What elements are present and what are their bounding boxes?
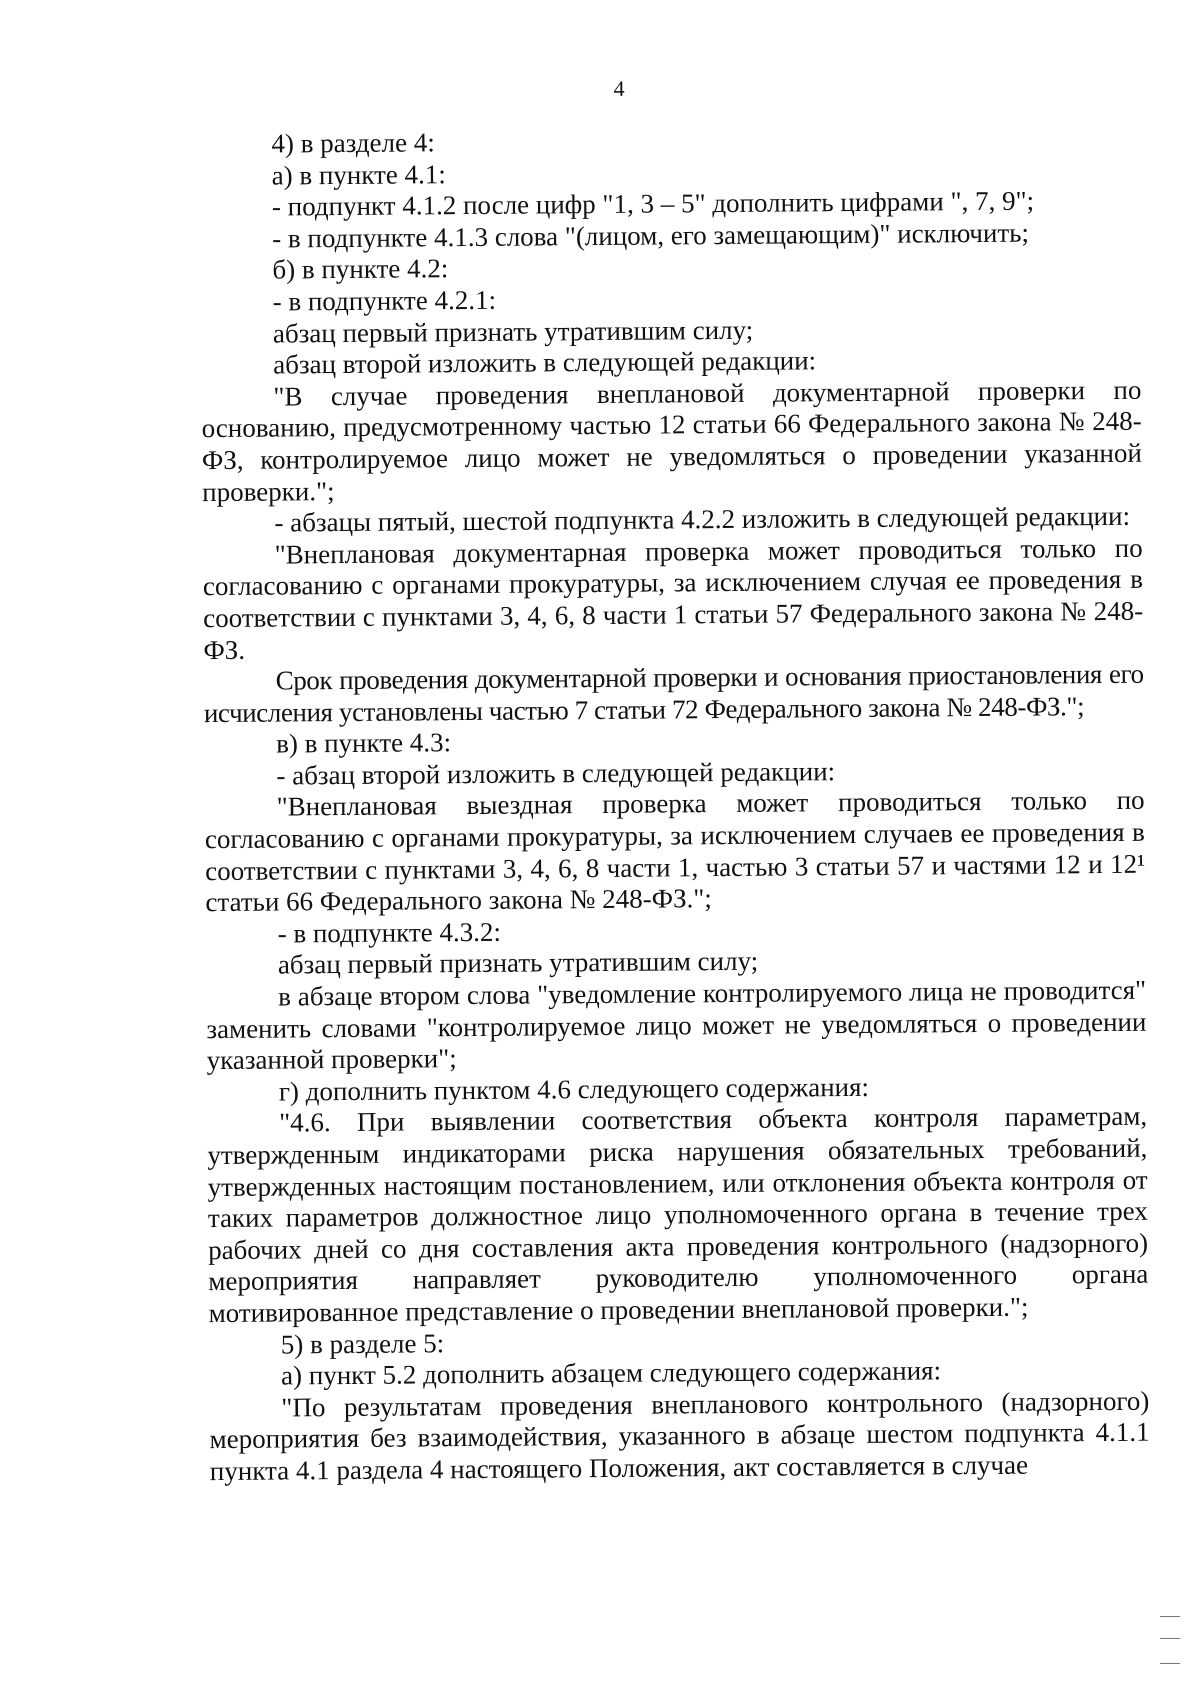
paragraph: в) в пункте 4.3: bbox=[276, 727, 452, 759]
paragraph: 4) в разделе 4: bbox=[271, 127, 435, 159]
scan-edge-mark bbox=[1160, 1638, 1180, 1639]
paragraph: "В случае проведения внеплановой документарной проверки по основанию, предусмотренному частью 12 статьи 66 Федерального закона № 248-ФЗ, контролируемое лицо может не уведомляться о проведении указанной проверки."; bbox=[201, 374, 1143, 507]
paragraph: - в подпункте 4.3.2: bbox=[277, 916, 502, 949]
page-number: 4 bbox=[613, 75, 625, 101]
document-body bbox=[199, 122, 1150, 1488]
paragraph: "Внеплановая документарная проверка может проводиться только по согласованию с органами прокуратуры, за исключением случая ее проведения в соответствии с пунктами 3, 4, 6, 8 части 1 статьи 57 Федерального закона № 248-ФЗ. bbox=[202, 532, 1144, 665]
paragraph: "Внеплановая выездная проверка может проводиться только по согласованию с органами прокуратуры, за исключением случаев ее проведения в соответствии с пунктами 3, 4, 6, 8 части 1, частью 3 статьи 57 и частями 12 и 12¹ статьи 66 Федерального закона № 248-ФЗ."; bbox=[204, 785, 1146, 918]
paragraph: абзац второй изложить в следующей редакции: bbox=[273, 345, 817, 380]
paragraph: - абзацы пятый, шестой подпункта 4.2.2 изложить в следующей редакции: bbox=[274, 500, 1131, 538]
paragraph: г) дополнить пунктом 4.6 следующего содержания: bbox=[278, 1071, 870, 1107]
paragraph: Срок проведения документарной проверки и основания приостановления его исчисления установлены частью 7 статьи 72 Федерального закона № 248-ФЗ."; bbox=[203, 658, 1144, 728]
paragraph: а) пункт 5.2 дополнить абзацем следующего содержания: bbox=[280, 1355, 942, 1391]
paragraph: абзац первый признать утратившим силу; bbox=[277, 946, 759, 980]
paragraph: в абзаце втором слова "уведомление контролируемого лица не проводится" заменить словами "контролируемое лицо может не уведомляться о проведении указанной проверки"; bbox=[206, 974, 1147, 1076]
paragraph: "4.6. При выявлении соответствия объекта контроля параметрам, утвержденным индикаторами риска нарушения обязательных требований, утвержденных настоящим постановлением, или отклонения объекта контроля от таких параметров должностное лицо уполномоченного органа в течение трех рабочих дней со дня составления акта проведения контрольного (надзорного) мероприятия направляет руководителю уполномоченного органа мотивированное представление о проведении внеплановой проверки."; bbox=[207, 1101, 1149, 1329]
paragraph: - в подпункте 4.1.3 слова "(лицом, его замещающим)" исключить; bbox=[272, 217, 1030, 254]
scan-edge-mark bbox=[1160, 1616, 1180, 1617]
paragraph: "По результатам проведения внепланового контрольного (надзорного) мероприятия без взаимодействия, указанного в абзаце шестом подпункта 4.1.1 пункта 4.1 раздела 4 настоящего Положения, акт составляется в случае bbox=[209, 1385, 1150, 1487]
scan-edge-mark bbox=[1160, 1663, 1180, 1664]
paragraph: б) в пункте 4.2: bbox=[272, 253, 449, 285]
paragraph: 5) в разделе 5: bbox=[280, 1327, 445, 1360]
paragraph: а) в пункте 4.1: bbox=[271, 158, 446, 191]
paragraph: - в подпункте 4.2.1: bbox=[272, 284, 497, 317]
paragraph: абзац первый признать утратившим силу; bbox=[272, 314, 754, 349]
paragraph: - абзац второй изложить в следующей редакции: bbox=[276, 756, 836, 791]
paragraph: - подпункт 4.1.2 после цифр "1, 3 – 5" дополнить цифрами ", 7, 9"; bbox=[271, 185, 1035, 222]
